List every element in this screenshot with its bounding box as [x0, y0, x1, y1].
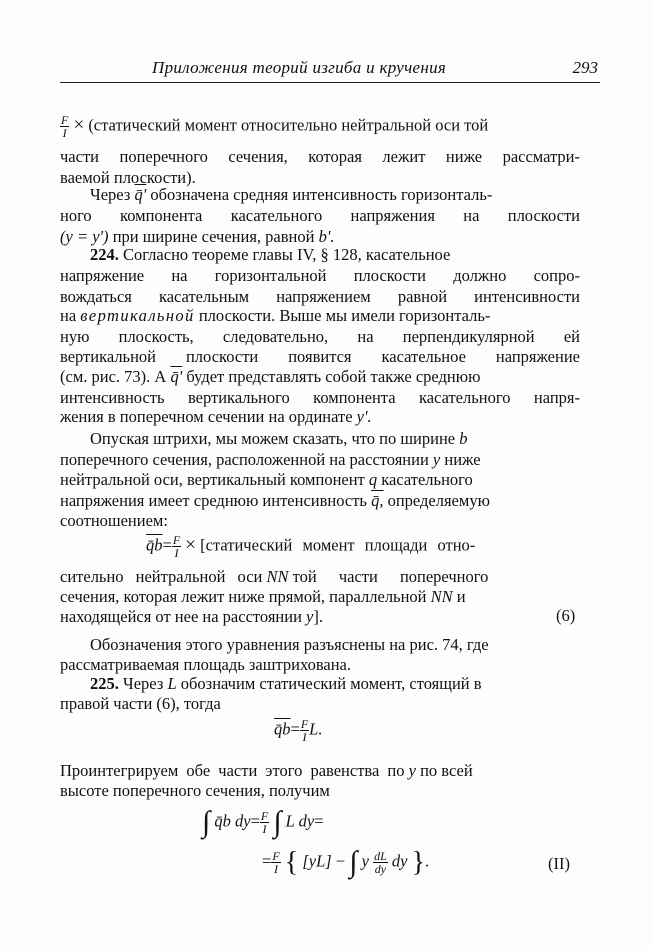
math-y-prime: y'.	[356, 407, 372, 426]
paragraph-2-line-2: ного компонента касательного напряжения на плоскости	[60, 206, 580, 225]
paragraph-5-line-2: рассматриваемая площадь заштрихована.	[60, 655, 351, 674]
page-header	[60, 56, 600, 83]
paragraph-3-line-3: вождаться касательным напряжением равной интенсивности	[60, 287, 580, 306]
section-number-225: 225.	[90, 674, 119, 693]
paragraph-3-line-4: на вертикальной плоскости. Выше мы имели горизонталь-	[60, 306, 491, 325]
integral-sign-3: ∫	[349, 845, 358, 879]
paragraph-1-line-3: ваемой плоскости).	[60, 168, 196, 187]
math-l: L	[167, 674, 177, 693]
math-b: b	[459, 429, 468, 448]
running-title: Приложения теорий изгиба и кручения	[152, 58, 447, 77]
equation-6-line-4: находящейся от нее на расстоянии y].	[60, 607, 323, 626]
paragraph-3-line-8: интенсивность вертикального компонента касательного напря-	[60, 388, 580, 407]
paragraph-4-line-1: Опуская штрихи, мы можем сказать, что по ширине b	[90, 429, 468, 448]
times-sign-eq6: ×	[185, 534, 196, 556]
fraction-f-over-i-II-2: $\frac{F}{I}$	[272, 849, 280, 876]
math-q-bar-prime-2: q̄'	[170, 367, 183, 386]
paragraph-3-line-1: 224. Согласно теореме главы IV, § 128, касательное	[90, 245, 451, 264]
fraction-f-over-i-short: $\frac{F}{I}$	[300, 717, 309, 744]
paragraph-3-line-7: (см. рис. 73). А q̄' будет представлять собой также среднюю	[60, 367, 481, 386]
math-q-bar-prime: q̄'	[134, 185, 147, 204]
emphasis-vertical: вертикальной	[80, 306, 195, 325]
equation-number-6: (6)	[556, 606, 576, 625]
integral-sign: ∫	[202, 805, 211, 839]
paragraph-4-line-4: напряжения имеет среднюю интенсивность q̄, определяемую	[60, 491, 490, 510]
math-y-p7: y	[408, 761, 416, 780]
equation-II-line-1: ∫ q̄b dy= $\frac{F}{I}$ ∫ L dy=	[202, 805, 324, 839]
paragraph-6-line-2: правой части (6), тогда	[60, 694, 221, 713]
paragraph-1-line-2: части поперечного сечения, которая лежит ниже рассматри-	[60, 147, 580, 166]
paragraph-4-line-2: поперечного сечения, расположенной на расстоянии y ниже	[60, 450, 481, 469]
paragraph-7-line-1: Проинтегрируем обе части этого равенства по y по всей	[60, 761, 473, 780]
fraction-f-over-i-eq6: $\frac{F}{I}$	[172, 533, 181, 560]
paragraph-4-line-5: соотношением:	[60, 511, 168, 530]
paragraph-3-line-9: жения в поперечном сечении на ординате y'.	[60, 407, 372, 426]
paragraph-3-line-6: вертикальной плоскости появится касательное напряжение	[60, 347, 580, 366]
close-brace: }	[411, 847, 426, 878]
times-sign: ×	[73, 114, 85, 136]
math-nn-2: NN	[430, 587, 453, 606]
math-nn: NN	[266, 567, 289, 586]
paragraph-6-line-1: 225. Через L обозначим статический момент, стоящий в	[90, 674, 482, 693]
page-number: 293	[572, 58, 598, 77]
fraction-dl-dy: $\frac{dL}{dy}$	[374, 849, 387, 876]
paragraph-7-line-2: высоте поперечного сечения, получим	[60, 781, 330, 800]
math-q-bar: q̄,	[371, 491, 384, 510]
paragraph-5-line-1: Обозначения этого уравнения разъяснены на рис. 74, где	[90, 635, 489, 654]
paragraph-3-line-2: напряжение на горизонтальной плоскости должно сопро-	[60, 266, 580, 285]
open-brace: {	[284, 847, 299, 878]
paragraph-1-line-1: $\frac{F}{I}$ × (статический момент относительно нейтральной оси той	[61, 113, 489, 140]
equation-II-line-2: = $\frac{F}{I}$ { [yL] − ∫ y $\frac{dL}{dy}$ dy }.	[262, 845, 430, 879]
equation-number-II: (II)	[548, 854, 570, 873]
equation-qb-fl: q̄b= $\frac{F}{I}$ L.	[274, 717, 323, 744]
equation-6-line-2: сительно нейтральной оси NN той части поперечного	[60, 567, 489, 586]
fraction-f-over-i-II: $\frac{F}{I}$	[260, 809, 269, 836]
paragraph-2-line-3: (y = y') при ширине сечения, равной b'.	[60, 227, 335, 246]
paragraph-4-line-3: нейтральной оси, вертикальный компонент q касательного	[60, 470, 473, 489]
math-q: q	[368, 470, 378, 489]
math-q-bar-b: q̄b	[146, 535, 163, 555]
fraction-f-over-i: $\frac{F}{I}$	[61, 113, 69, 140]
math-y-eq6: y	[306, 607, 314, 626]
math-q-bar-b-2: q̄b	[274, 719, 291, 739]
section-number-224: 224.	[90, 245, 119, 264]
math-b-prime: b'.	[318, 227, 335, 246]
math-y: y	[432, 450, 441, 469]
integral-sign-2: ∫	[273, 805, 282, 839]
math-condition: (y = y')	[60, 227, 109, 246]
paragraph-2-line-1: Через q̄' обозначена средняя интенсивность горизонталь-	[90, 185, 493, 204]
equation-6-line-3: сечения, которая лежит ниже прямой, параллельной NN и	[60, 587, 466, 606]
paragraph-3-line-5: ную плоскость, следовательно, на перпендикулярной ей	[60, 327, 580, 346]
equation-6-line-1: q̄b= $\frac{F}{I}$ × [статический момент площади отно-	[146, 533, 476, 560]
